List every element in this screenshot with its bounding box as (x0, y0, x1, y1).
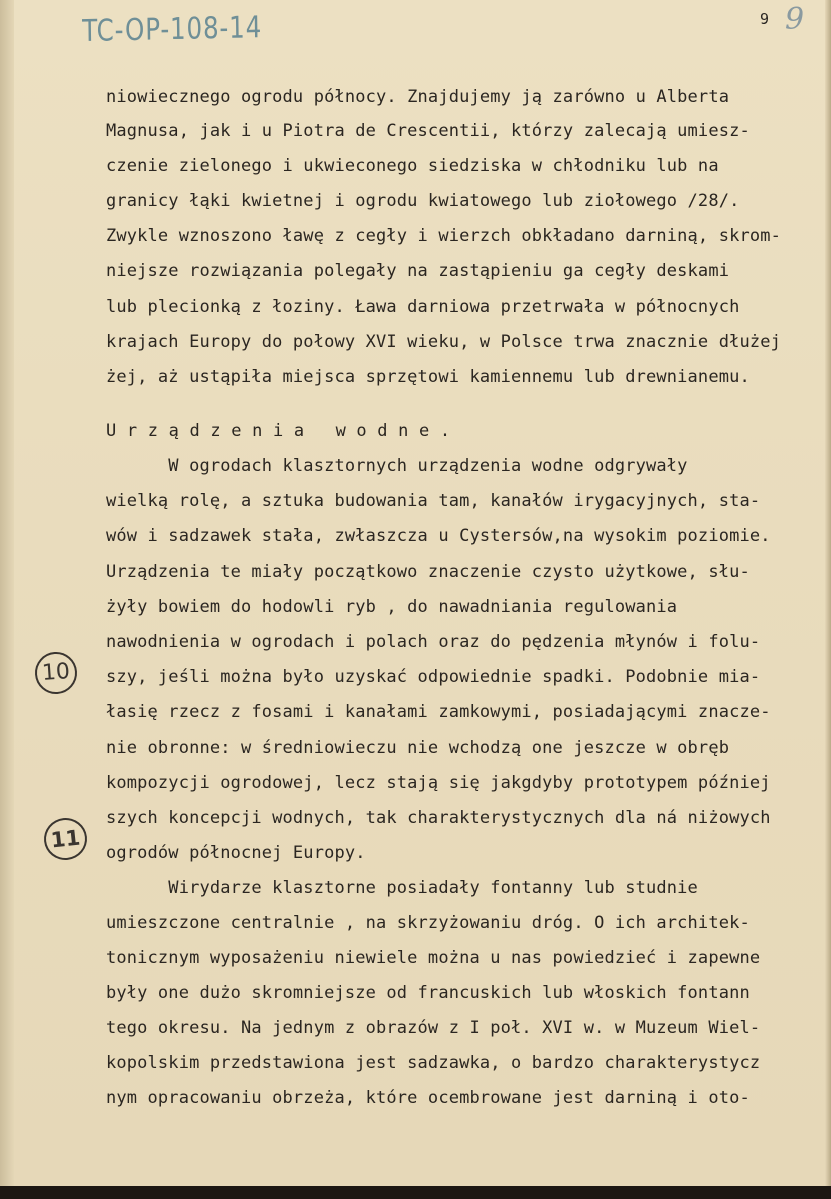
text-line: szy, jeśli można było uzyskać odpowiednie spadki. Podobnie mia- (106, 667, 761, 687)
text-line: tego okresu. Na jednym z obrazów z I poł. XVI w. w Muzeum Wiel- (106, 1018, 761, 1038)
text-line: nie obronne: w średniowieczu nie wchodzą one jeszcze w obręb (106, 738, 730, 758)
text-line: Urządzenia te miały początkowo znaczenie czysto użytkowe, słu- (106, 562, 750, 582)
page-number-handwritten: 9 (785, 2, 805, 37)
text-line: Magnusa, jak i u Piotra de Crescentii, którzy zalecają umiesz- (106, 121, 750, 141)
text-line: szych koncepcji wodnych, tak charakterystycznych dla ná niżowych (106, 808, 771, 828)
text-line: granicy łąki kwietnej i ogrodu kwiatowego lub ziołowego /28/. (106, 191, 740, 211)
page-number-typed: 9 (760, 10, 770, 28)
text-line: lub plecionką z łoziny. Ława darniowa przetrwała w północnych (106, 297, 740, 317)
text-line: W ogrodach klasztornych urządzenia wodne odgrywały (106, 456, 688, 476)
text-line: kopolskim przedstawiona jest sadzawka, o bardzo charakterystycz (106, 1053, 761, 1073)
margin-note-circled-number: 10 (34, 651, 79, 696)
text-line: krajach Europy do połowy XVI wieku, w Polsce trwa znacznie dłużej (106, 332, 782, 352)
text-line: nym opracowaniu obrzeża, które ocembrowane jest darniną i oto- (106, 1088, 750, 1108)
text-line: tonicznym wyposażeniu niewiele można u nas powiedzieć i zapewne (106, 948, 761, 968)
text-line: niowiecznego ogrodu północy. Znajdujemy ją zarówno u Alberta (106, 87, 730, 107)
page-right-edge-shadow (825, 0, 831, 1186)
text-line: nawodnienia w ogrodach i polach oraz do pędzenia młynów i folu- (106, 632, 761, 652)
text-line: wów i sadzawek stała, zwłaszcza u Cystersów,na wysokim poziomie. (106, 526, 771, 546)
text-line: żej, aż ustąpiła miejsca sprzętowi kamiennemu lub drewnianemu. (106, 367, 750, 387)
section-heading: U r z ą d z e n i a w o d n e . (106, 421, 451, 441)
text-line: wielką rolę, a sztuka budowania tam, kanałów irygacyjnych, sta- (106, 491, 761, 511)
text-line: czenie zielonego i ukwieconego siedziska w chłodniku lub na (106, 156, 719, 176)
text-line: Wirydarze klasztorne posiadały fontanny lub studnie (106, 878, 698, 898)
text-line: Zwykle wznoszono ławę z cegły i wierzch obkładano darniną, skrom- (106, 226, 782, 246)
text-line: umieszczone centralnie , na skrzyżowaniu dróg. O ich architek- (106, 913, 750, 933)
manuscript-id: TC-OP-108-14 (82, 10, 263, 49)
text-line: niejsze rozwiązania polegały na zastąpieniu ga cegły deskami (106, 261, 730, 281)
text-line: były one dużo skromniejsze od francuskich lub włoskich fontann (106, 983, 750, 1003)
text-line: żyły bowiem do hodowli ryb , do nawadniania regulowania (106, 597, 678, 617)
text-line: kompozycji ogrodowej, lecz stają się jakgdyby prototypem później (106, 773, 771, 793)
text-line: ogrodów północnej Europy. (106, 843, 366, 863)
page-left-edge-shadow (0, 0, 14, 1186)
margin-note-circled-number: 11 (42, 816, 89, 862)
text-line: łasię rzecz z fosami i kanałami zamkowymi, posiadającymi znacze- (106, 702, 771, 722)
